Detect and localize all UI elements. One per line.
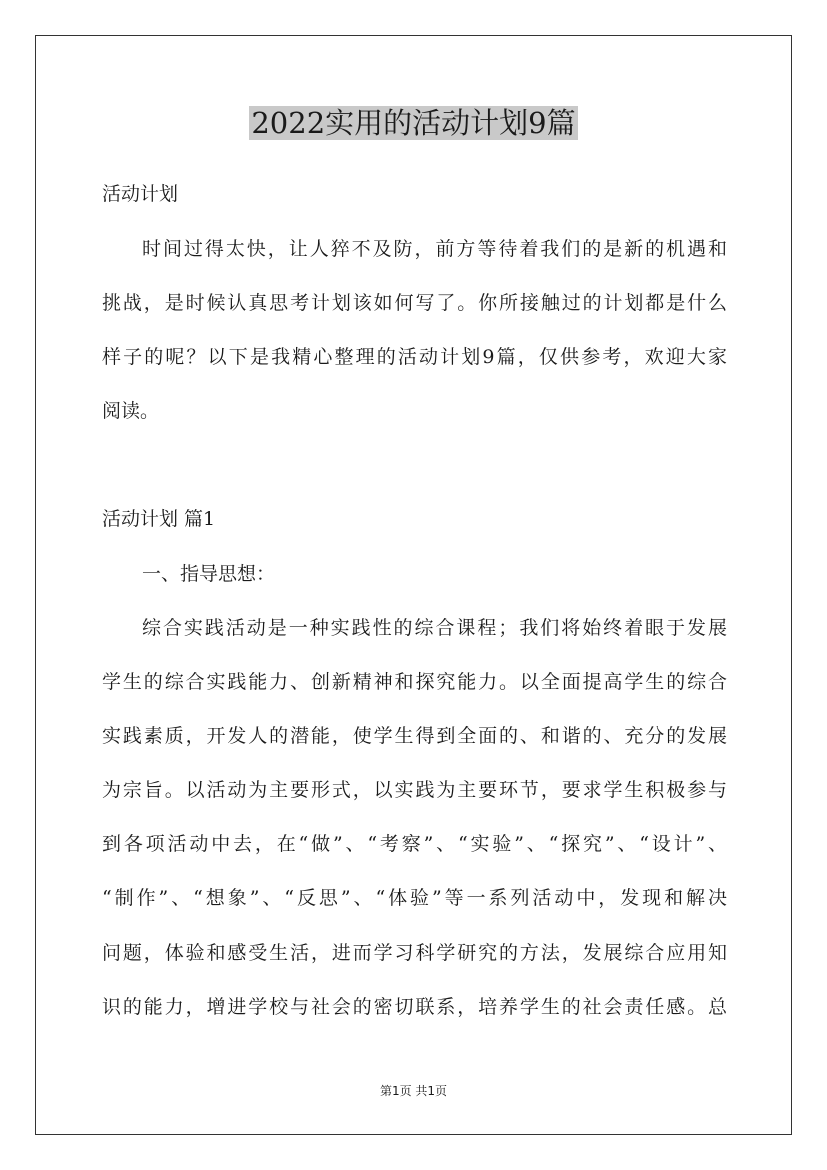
section-heading: 活动计划 xyxy=(102,183,179,205)
intro-line-1: 时间过得太快，让人猝不及防，前方等待着我们的是新的机遇和 xyxy=(142,238,727,260)
body-line-8: 识的能力，增进学校与社会的密切联系，培养学生的社会责任感。总 xyxy=(102,996,727,1018)
intro-line-3: 样子的呢？以下是我精心整理的活动计划9篇，仅供参考，欢迎大家 xyxy=(102,346,727,368)
intro-line-2: 挑战，是时候认真思考计划该如何写了。你所接触过的计划都是什么 xyxy=(102,292,727,314)
document-title-text: 2022实用的活动计划9篇 xyxy=(251,106,576,140)
subheading: 一、指导思想： xyxy=(142,563,276,585)
body-line-5: 到各项活动中去，在“做”、“考察”、“实验”、“探究”、“设计”、 xyxy=(102,833,727,855)
document-title xyxy=(0,103,827,143)
body-line-1: 综合实践活动是一种实践性的综合课程；我们将始终着眼于发展 xyxy=(142,617,727,639)
body-line-2: 学生的综合实践能力、创新精神和探究能力。以全面提高学生的综合 xyxy=(102,671,727,693)
body-line-6: “制作”、“想象”、“反思”、“体验”等一系列活动中，发现和解决 xyxy=(102,887,727,909)
body-line-7: 问题，体验和感受生活，进而学习科学研究的方法，发展综合应用知 xyxy=(102,942,727,964)
intro-line-4: 阅读。 xyxy=(102,400,160,422)
body-line-3: 实践素质，开发人的潜能，使学生得到全面的、和谐的、充分的发展 xyxy=(102,725,727,747)
page-footer: 第1页 共1页 xyxy=(379,1084,448,1098)
body-line-4: 为宗旨。以活动为主要形式，以实践为主要环节，要求学生积极参与 xyxy=(102,779,727,801)
part-heading: 活动计划 篇1 xyxy=(102,508,216,530)
